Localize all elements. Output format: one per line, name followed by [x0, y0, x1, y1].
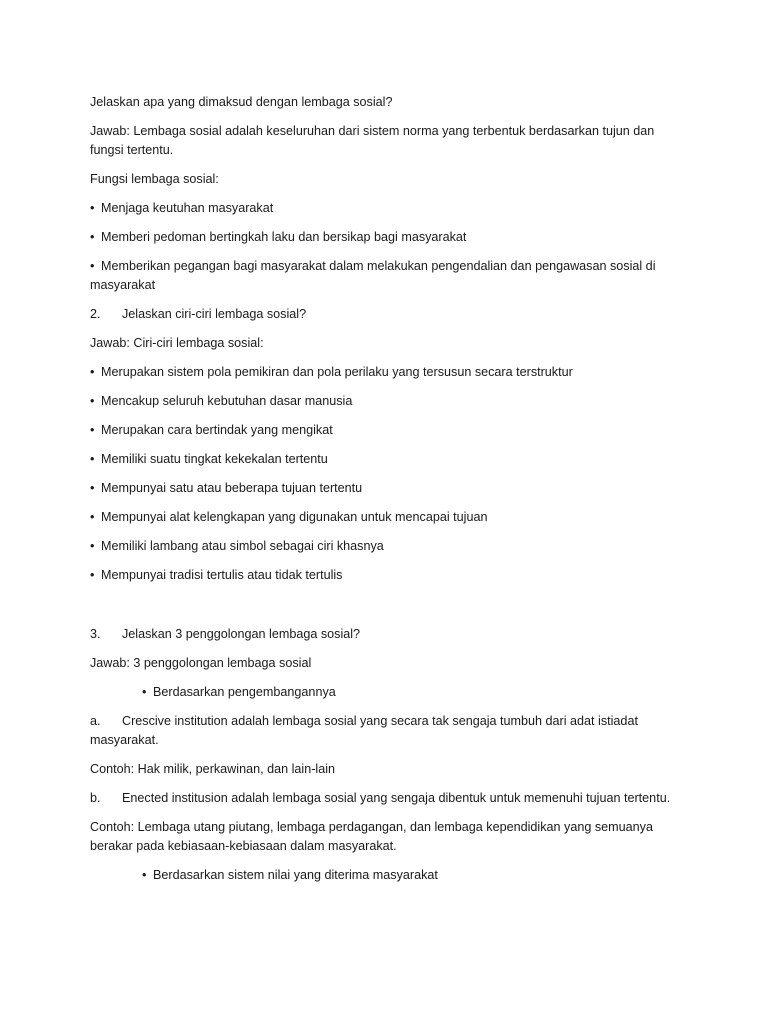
list-item: • Merupakan sistem pola pemikiran dan pola perilaku yang tersusun secara terstruktur [90, 365, 573, 379]
list-item: • Mempunyai tradisi tertulis atau tidak tertulis [90, 568, 343, 582]
question-3: 3. Jelaskan 3 penggolongan lembaga sosial? [90, 627, 361, 641]
bullet: • [90, 201, 95, 215]
list-item: • Memiliki suatu tingkat kekekalan tertentu [90, 452, 328, 466]
list-item: • Merupakan cara bertindak yang mengikat [90, 423, 333, 437]
example-a: Contoh: Hak milik, perkawinan, dan lain-lain [90, 762, 336, 776]
functions-title: Fungsi lembaga sosial: [90, 172, 219, 186]
list-item: • Mencakup seluruh kebutuhan dasar manusia [90, 394, 353, 408]
answer-3-title: Jawab: 3 penggolongan lembaga sosial [90, 656, 312, 670]
question-2: 2. Jelaskan ciri-ciri lembaga sosial? [90, 307, 307, 321]
answer-2-title: Jawab: Ciri-ciri lembaga sosial: [90, 336, 264, 350]
bullet: • [90, 259, 95, 273]
list-item: • Mempunyai satu atau beberapa tujuan tertentu [90, 481, 363, 495]
group-heading: • Berdasarkan pengembangannya [142, 685, 336, 699]
list-item: • Memiliki lambang atau simbol sebagai ciri khasnya [90, 539, 384, 553]
list-item: • Mempunyai alat kelengkapan yang digunakan untuk mencapai tujuan [90, 510, 488, 524]
list-item: • Menjaga keutuhan masyarakat [90, 199, 690, 218]
list-item: • Memberikan pegangan bagi masyarakat dalam melakukan pengendalian dan pengawasan sosial di masyarakat [90, 259, 656, 292]
question-1: Jelaskan apa yang dimaksud dengan lembaga sosial? [90, 95, 393, 109]
item-b: b. Enected institusion adalah lembaga sosial yang sengaja dibentuk untuk memenuhi tujuan tertentu. [90, 791, 671, 805]
answer-1: Jawab: Lembaga sosial adalah keseluruhan dari sistem norma yang terbentuk berdasarkan tujun dan fungsi tertentu. [90, 124, 655, 157]
example-b: Contoh: Lembaga utang piutang, lembaga perdagangan, dan lembaga kependidikan yang semuanya berakar pada kebiasaan-kebiasaan dalam masyarakat. [90, 820, 653, 853]
list-item: • Memberi pedoman bertingkah laku dan bersikap bagi masyarakat [90, 228, 690, 247]
group-heading: • Berdasarkan sistem nilai yang diterima masyarakat [142, 868, 438, 882]
item-a: a. Crescive institution adalah lembaga sosial yang secara tak sengaja tumbuh dari adat istiadat masyarakat. [90, 714, 638, 747]
bullet: • [90, 230, 95, 244]
